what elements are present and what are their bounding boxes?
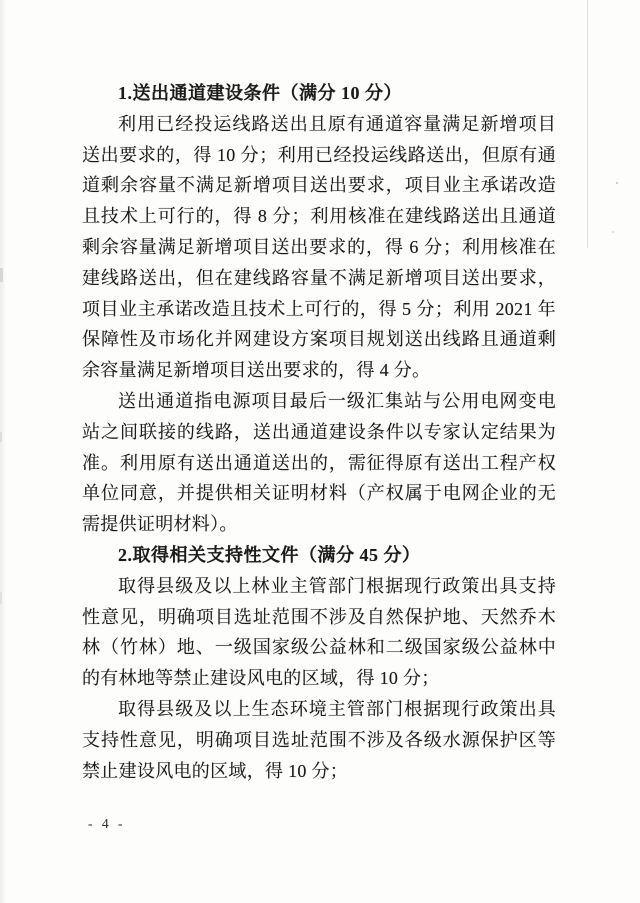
scan-fold-line bbox=[587, 0, 588, 248]
scan-edge-mark bbox=[0, 268, 3, 282]
page-number: - 4 - bbox=[88, 816, 126, 831]
section-2-heading: 2.取得相关支持性文件（满分 45 分） bbox=[118, 544, 421, 565]
document-body bbox=[82, 78, 556, 786]
section-2-paragraph-2: 取得县级及以上生态环境主管部门根据现行政策出具支持性意见，明确项目选址范围不涉及各级水源保护区等禁止建设风电的区域，得 10 分； bbox=[82, 698, 556, 781]
scan-edge-mark bbox=[0, 432, 2, 442]
section-2-paragraph-1: 取得县级及以上林业主管部门根据现行政策出具支持性意见，明确项目选址范围不涉及自然保护地、天然乔木林（竹林）地、一级国家级公益林和二级国家级公益林中的有林地等禁止建设风电的区域，得 10 分； bbox=[82, 575, 556, 689]
scan-speck bbox=[616, 182, 618, 184]
scan-speck bbox=[612, 231, 614, 233]
section-1-paragraph-2: 送出通道指电源项目最后一级汇集站与公用电网变电站之间联接的线路，送出通道建设条件以专家认定结果为准。利用原有送出通道送出的，需征得原有送出工程产权单位同意，并提供相关证明材料（产权属于电网企业的无需提供证明材料）。 bbox=[82, 390, 556, 535]
scan-edge-mark bbox=[0, 592, 2, 604]
section-1-heading: 1.送出通道建设条件（满分 10 分） bbox=[118, 83, 402, 103]
section-1-paragraph-1: 利用已经投运线路送出且原有通道容量满足新增项目送出要求的，得 10 分；利用已经投运线路送出，但原有通道剩余容量不满足新增项目送出要求，项目业主承诺改造且技术上可行的，得 8 分；利用核准在建线路送出且通道剩余容量满足新增项目送出要求的，得 6 分；利用核准在建线路送出，但在建线路容量不满足新增项目送出要求，项目业主承诺改造且技术上可行的，得 5 分；利用 2021 年保障性及市场化并网建设方案项目规划送出线路且通道剩余容量满足新增项目送出要求的，得 4 分。 bbox=[82, 113, 556, 381]
